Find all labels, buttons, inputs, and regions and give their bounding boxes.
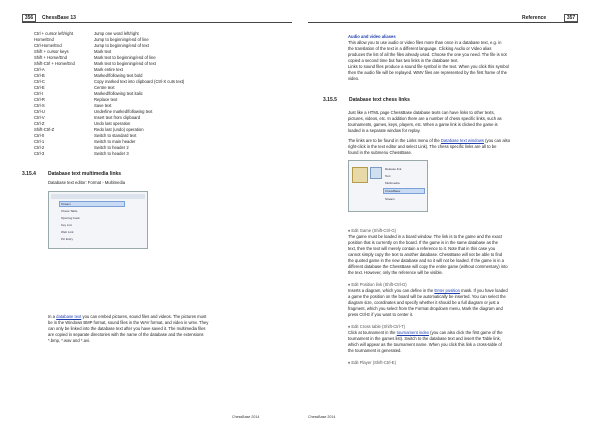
shortcut-key: Ctrl-Z [34,121,45,126]
shortcut-key: Ctrl + cursor left/right [34,31,73,36]
menu-item[interactable]: Key List [61,223,72,227]
shortcut-action: Insert text from clipboard [94,115,141,120]
body-line: be in the Windows BMP format, sound files in the WAV format, and video in wmv. They [48,320,209,325]
shortcut-action: Switch to header 2 [94,145,129,150]
shortcut-key: Ctrl-B [34,73,45,78]
shortcut-action: Underline marked/following text [94,109,153,114]
shortcut-action: Mark text [94,49,112,54]
table-row [34,151,284,157]
shortcut-action: Copy marked text into clipboard (Ctrl-X cuts text) [94,79,185,84]
section-subtitle: Database text editor: Format - Multimedia [48,180,126,185]
body-line: video. [348,76,360,81]
menu-item[interactable]: Opening book [61,216,80,220]
shortcut-key: Ctrl-1 [34,139,45,144]
body-line: a game the position on the board will be automatically be inserted. You can select the [348,294,506,299]
item-label: Edit Game (Shift-Ctrl-G) [351,228,396,233]
ribbon-icon [352,167,368,183]
section-title: Database text chess links [349,97,410,103]
menu-item[interactable]: Multimedia [385,181,400,185]
shortcut-action: Mark text to beginning/end of text [94,61,156,66]
shortcut-action: Marked/following text bold [94,73,143,78]
shortcut-key: Ctrl-S [34,103,45,108]
shortcut-key: Shift-Ctrl + Home/End [34,61,75,66]
body-line: the quoted game in the new database and so it will not be loaded. If the game is in a [348,258,504,263]
left-running-title: ChessBase 13 [42,15,76,21]
right-page [308,14,578,419]
right-page-header [308,14,578,23]
menu-item[interactable]: Web Link [61,230,74,234]
section-heading [323,97,578,105]
body-line: found in the submenu ChessBase. [348,150,413,155]
body-line: pictures, videos, etc. In addition there are a number of chess specific links, such as [348,116,502,121]
left-page [22,14,292,419]
body-line: position that is currently on the board. If the game is in the same database as the [348,240,498,245]
shortcut-action: Save text [94,103,112,108]
shortcut-key: Ctrl-C [34,79,45,84]
shortcut-key: Ctrl-Home/End [34,43,62,48]
item-label: Edit Position link (Shift-Ctrl-D) [351,282,407,287]
shortcut-action: Redo last (undo) operation [94,127,144,132]
body-line: tournament in the games list). Switch to the database text and insert the Table link, [348,336,501,341]
shortcut-action: Marked/following text italic [94,91,143,96]
menu-item[interactable]: Pic Entry [61,237,74,241]
shortcut-key: Shift + cursor keys [34,49,69,54]
right-page-number: 357 [564,14,578,22]
body-line: *.bmp, *.wav and *.avi. [48,338,91,343]
body-text: (you can also click the first game of the [429,330,503,335]
body-text: (you can also [483,138,511,143]
body-line: then the audio file will be replayed. WMV files are represented by the first frame of the [348,70,507,75]
body-line: text, then the text will merely contain a reference to it. Note that in this case you [348,246,496,251]
body-line: The game must be loaded in a board window. The link is to the game and the exact [348,234,503,239]
body-line: loaded in a separate window for replay. [348,128,421,133]
menu-item[interactable]: Text [385,174,391,178]
ribbon-icon [370,167,382,179]
database-text-link[interactable]: database text [56,314,82,319]
menu-item[interactable]: Release link [385,167,402,171]
bullet-icon: ♦ [348,282,352,287]
body-text: you can embed pictures, sound files and videos. The pictures must [81,314,207,319]
body-text: mask. If you have loaded [459,288,508,293]
shortcut-key: Ctrl-I [34,91,44,96]
item-label: Edit Cross table (Shift-Ctrl-T) [351,324,406,329]
body-line: which will appear as the tournament name. When you click this link a cross-table of [348,342,502,347]
section-title: Database text multimedia links [48,171,122,177]
shortcut-key: Ctrl-A [34,67,45,72]
body-line: Just like a HTML page ChessBase database texts can have links to other texts, [348,110,495,115]
bullet-icon: ♦ [348,324,352,329]
shortcut-action: Jump to beginning/end of line [94,37,149,42]
menu-item[interactable]: Stream [385,197,395,201]
shortcut-key: Ctrl-2 [34,145,45,150]
shortcut-key: Shift-Ctrl-Z [34,127,55,132]
section-number: 3.15.4 [22,171,36,177]
shortcut-action: Switch to standard text [94,133,137,138]
body-line: right-click in the text editor and select Link). The chess specific links are all to be [348,144,497,149]
body-line: cannot simply copy the text to another database. ChessBase will not be able to find [348,252,503,257]
shortcut-action: Switch to header 3 [94,151,129,156]
section-heading [22,171,292,179]
menu-item[interactable]: Chess Table [61,209,78,213]
links-menu-screenshot [348,160,428,212]
database-text-windows-link[interactable]: Database text windows [440,138,484,143]
body-line: produces the list of all the files already used. Choose the one you need. The file is not [348,52,507,57]
body-text: In a [48,314,57,319]
body-line: Links to sound files produce a sound file symbol in the text. When you click this symbol [348,64,509,69]
body-line: are copied in separate directories with the name of the database and the extensions [48,332,204,337]
shortcut-key: Ctrl-0 [34,133,45,138]
section-number: 3.15.5 [323,97,337,103]
shortcut-action: Mark text to beginning/end of line [94,55,156,60]
body-line: the text. However, only the reference will be visible. [348,270,443,275]
shortcut-key: Shift + Home/End [34,55,67,60]
shortcut-action: Mark entire text [94,67,123,72]
body-line: can only be linked into the database text after you have saved it. The multimedia files [48,326,206,331]
shortcut-key: Ctrl-3 [34,151,45,156]
shortcut-action: Switch to main header [94,139,136,144]
body-line: the translation of the text in a different language. Clicking Audio or Video alias [348,46,492,51]
shortcut-key: Ctrl-E [34,85,45,90]
left-page-header [22,14,292,23]
shortcut-action: Centre text [94,85,115,90]
item-label: Edit Player (Shift-Ctrl-E) [351,360,396,365]
body-line: tournaments, games, keys, players, etc. When a game link is clicked the game is [348,122,498,127]
audio-heading: Audio and video aliases [348,34,396,39]
body-text: Inserts a diagram, which you can define in the [348,288,435,293]
body-line: press Ctrl-E if you want to center it. [348,312,414,317]
body-line: different database the ChessBase will copy the entire game (without commentary) into [348,264,508,269]
shortcut-action: Replace text [94,97,118,102]
menu-item[interactable]: Stream [61,202,71,206]
body-line: copied a second time but has two links in the database text. [348,58,459,63]
edit-player-label [348,360,396,366]
tournament-index-link[interactable]: tournament index [396,330,430,335]
shortcut-key: Home/End [34,37,54,42]
shortcut-action: Jump to beginning/end of text [94,43,149,48]
left-page-number: 356 [22,14,36,22]
shortcut-action: Jump one word left/right [94,31,139,36]
menu-bar [51,194,145,199]
bullet-icon: ♦ [348,360,352,365]
multimedia-menu-screenshot [48,191,148,249]
enter-position-link[interactable]: Enter position [434,288,460,293]
body-text: The links are to be found in the Links menu of the [348,138,441,143]
body-line: the tournament is generated. [348,348,402,353]
bullet-icon: ♦ [348,228,352,233]
body-line: fragment, which you select from the Format dropdown menu. Mark the diagram and [348,306,503,311]
shortcut-key: Ctrl-R [34,97,45,102]
body-line: diagram size, coordinates and specify whether it should be a full diagram or just a [348,300,500,305]
shortcut-action: Undo last operation [94,121,131,126]
shortcut-key: Ctrl-V [34,115,45,120]
body-text: Click at tournament in the [348,330,397,335]
body-line: This allow you to use audio or video files more than once in a database text, e.g. in [348,40,502,45]
shortcut-key: Ctrl-U [34,109,45,114]
right-running-title: Reference [522,15,547,21]
right-footer: ChessBase 2014 [308,415,336,419]
left-footer: ChessBase 2014 [232,415,260,419]
menu-item[interactable]: ChessBase [385,189,401,193]
